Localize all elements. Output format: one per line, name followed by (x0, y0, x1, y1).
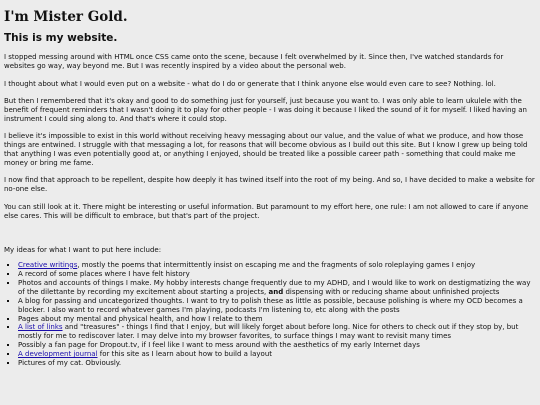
intro-paragraph-5: I now find that approach to be repellent, despite how deeply it has twined itself into the root of my being. And so, I have decided to make a website for no-one else. (4, 176, 535, 194)
list-item-text: and "treasures" - things I find that I enjoy, but will likely forget about before long. Nice for others to check out if they stop by, but mostly for me to rediscover later. I may delve into my browser favorites, to surface things I may want to revisit many times (18, 323, 519, 341)
list-item-cat (18, 359, 536, 368)
intro-paragraph-1: I stopped messing around with HTML once CSS came onto the scene, because I felt overwhelmed by it. Since then, I've watched standards for websites go way, way beyond me. But I was recently inspired by a video about the personal web. (4, 53, 504, 71)
list-item-health (18, 315, 536, 324)
list-item-journal (18, 350, 536, 359)
list-item-text: Possibly a fan page for Dropout.tv, if I feel like I want to mess around with the aesthetics of my early Internet days (18, 341, 420, 350)
list-item-text: , mostly the poems that intermittently insist on escaping me and the fragments of solo roleplaying games I enjoy (77, 260, 476, 269)
list-item-links (18, 323, 536, 341)
intro-paragraph-4: I believe it's impossible to exist in this world without receiving heavy messaging about our value, and the value of what we produce, and how those things are entwined. I struggle with that messaging a lot, for reasons that will become obvious as I build out this site. But I know I grew up being told that anything I was even potentially good at, or anything I enjoyed, should be treated like a possible career path - something that could make me money or bring me fame. (4, 131, 528, 168)
list-item-text: dispensing with or reducing shame about unfinished projects (283, 287, 500, 296)
intro-paragraph-3: But then I remembered that it's okay and good to do something just for yourself, just because you want to. I was only able to learn ukulele with the benefit of frequent reminders that I wasn't doing it to play for other people - I was doing it because I liked the sound of it for myself. I liked having an instrument I could sing along to. And that's where it could stop. (4, 96, 527, 123)
creative-writings-link[interactable]: Creative writings (18, 260, 78, 269)
list-item-text: A record of some places where I have felt history (18, 269, 190, 278)
list-item-blog (18, 297, 536, 315)
list-item-text: Pictures of my cat. Obviously. (18, 359, 122, 368)
list-item-places (18, 270, 536, 279)
list-item-text: Pages about my mental and physical health, and how I relate to them (18, 314, 263, 323)
list-of-links-link[interactable]: A list of links (18, 323, 63, 332)
list-item-text: A blog for passing and uncategorized thoughts. I want to try to polish these as little as possible, because polishing is where my OCD becomes a blocker. I also want to record whatever games I'm playing, podcasts I'm listening to, etc along with the posts (18, 296, 523, 314)
emphasis-and: and (268, 287, 284, 296)
list-item-text: Photos and accounts of things I make. My hobby interests change frequently due to my ADHD, and I would like to work on destigmatizing the way of the dilettante by recording my excitement about starting a projects, (18, 278, 531, 296)
page-title: I'm Mister Gold. (4, 9, 128, 25)
ideas-list (4, 261, 536, 368)
development-journal-link[interactable]: A development journal (18, 350, 98, 359)
page-subtitle: This is my website. (4, 31, 118, 44)
list-item-dropout (18, 341, 536, 350)
ideas-heading: My ideas for what I want to put here include: (4, 245, 162, 254)
intro-paragraph-2: I thought about what I would even put on a website - what do I do or generate that I think anyone else would even care to see? Nothing. lol. (4, 79, 496, 88)
list-item-creative-writings (18, 261, 536, 270)
intro-paragraph-6: You can still look at it. There might be interesting or useful information. But paramount to my effort here, one rule: I am not allowed to care if anyone else cares. This will be difficult to embrace, but that's part of the project. (4, 202, 529, 220)
list-item-text: for this site as I learn about how to build a layout (97, 350, 273, 359)
section-spacer (4, 229, 536, 246)
list-item-photos (18, 279, 536, 297)
